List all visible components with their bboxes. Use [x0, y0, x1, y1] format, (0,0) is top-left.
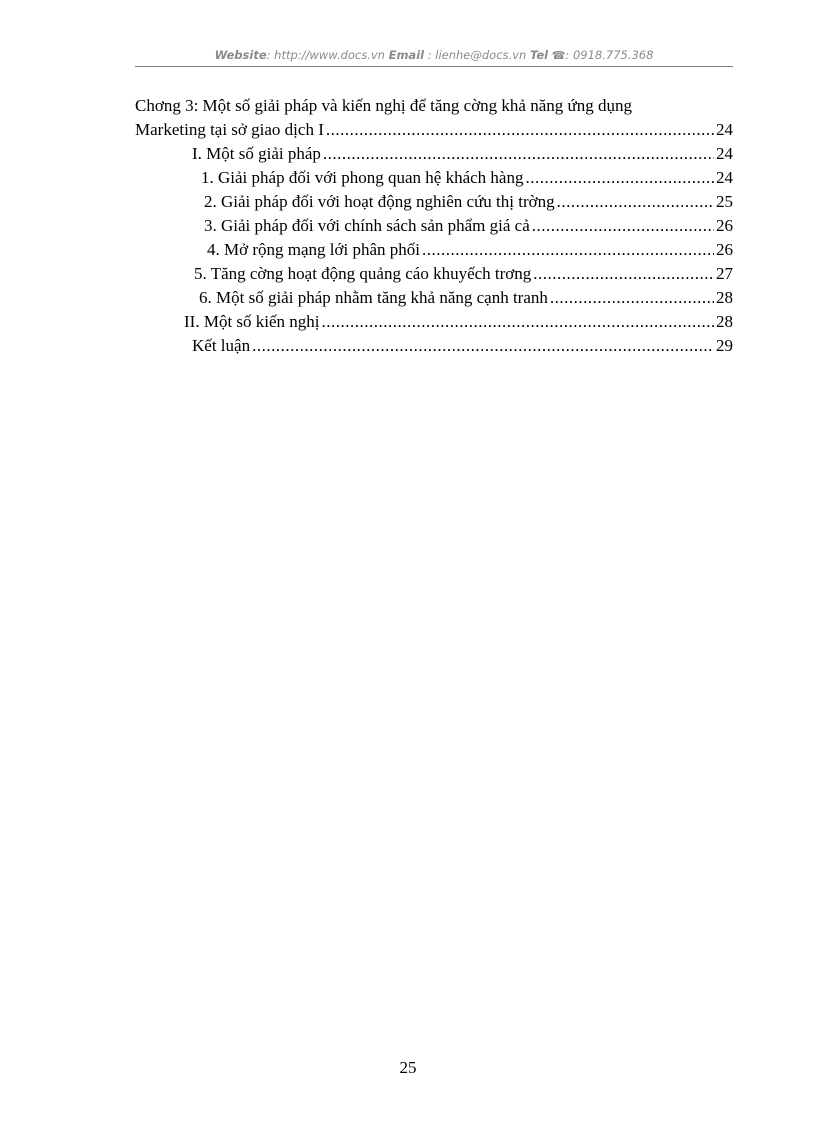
toc-entry-page: 29: [716, 336, 733, 355]
email-value: : lienhe@docs.vn: [427, 48, 527, 62]
toc-entry: [135, 334, 733, 358]
toc-entry-page: 25: [716, 192, 733, 211]
toc-entry-text: 2. Giải pháp đối với hoạt động nghiên cứu thị trờng: [204, 192, 555, 211]
email-label: Email: [388, 48, 425, 62]
toc-leader-dots: [252, 334, 714, 358]
tel-label: Tel: [529, 48, 549, 62]
toc-entry-text: Kết luận: [192, 336, 251, 355]
website-value: : http://www.docs.vn: [266, 48, 385, 62]
toc-entry: [135, 190, 733, 214]
toc-entry-text: 6. Một số giải pháp nhằm tăng khả năng cạnh tranh: [199, 288, 548, 307]
website-label: Website: [214, 48, 267, 62]
toc-entry: [135, 142, 733, 166]
tel-value: : 0918.775.368: [565, 48, 654, 62]
page-header: [135, 46, 733, 67]
toc-entry-text: 5. Tăng cờng hoạt động quảng cáo khuyếch trơng: [194, 264, 532, 283]
telephone-icon: ☎: [551, 49, 566, 62]
toc-entry-page: 28: [716, 312, 733, 331]
table-of-contents: [135, 94, 733, 358]
toc-entry: [135, 214, 733, 238]
toc-entry-text: 1. Giải pháp đối với phong quan hệ khách hàng: [201, 168, 524, 187]
toc-chapter-title: [135, 94, 733, 118]
toc-entry-page: 27: [716, 264, 733, 283]
toc-entry-page: 24: [716, 120, 733, 139]
toc-leader-dots: [326, 118, 714, 142]
toc-entry-page: 24: [716, 168, 733, 187]
toc-entry-page: 24: [716, 144, 733, 163]
toc-entry-page: 26: [716, 216, 733, 235]
page-number: 25: [399, 1058, 417, 1077]
toc-leader-dots: [323, 142, 714, 166]
toc-leader-dots: [532, 214, 714, 238]
toc-entry-text: I. Một số giải pháp: [192, 144, 321, 163]
toc-chapter-title-text: Chơng 3: Một số giải pháp và kiến nghị để tăng cờng khả năng ứng dụng: [135, 96, 632, 115]
toc-leader-dots: [525, 166, 714, 190]
toc-entry-chapter: [135, 118, 733, 142]
toc-entry-page: 28: [716, 288, 733, 307]
toc-entry: [135, 262, 733, 286]
toc-entry: [135, 310, 733, 334]
toc-leader-dots: [422, 238, 714, 262]
toc-entry: [135, 166, 733, 190]
toc-leader-dots: [550, 286, 714, 310]
toc-leader-dots: [533, 262, 714, 286]
toc-entry-page: 26: [716, 240, 733, 259]
toc-entry-text: II. Một số kiến nghị: [184, 312, 320, 331]
toc-entry-text: 3. Giải pháp đối với chính sách sản phẩm giá cả: [204, 216, 530, 235]
toc-leader-dots: [557, 190, 714, 214]
toc-entry: [135, 286, 733, 310]
toc-entry: [135, 238, 733, 262]
toc-leader-dots: [322, 310, 714, 334]
toc-entry-text: Marketing tại sở giao dịch I: [135, 120, 324, 139]
toc-entry-text: 4. Mở rộng mạng lới phân phối: [207, 240, 420, 259]
